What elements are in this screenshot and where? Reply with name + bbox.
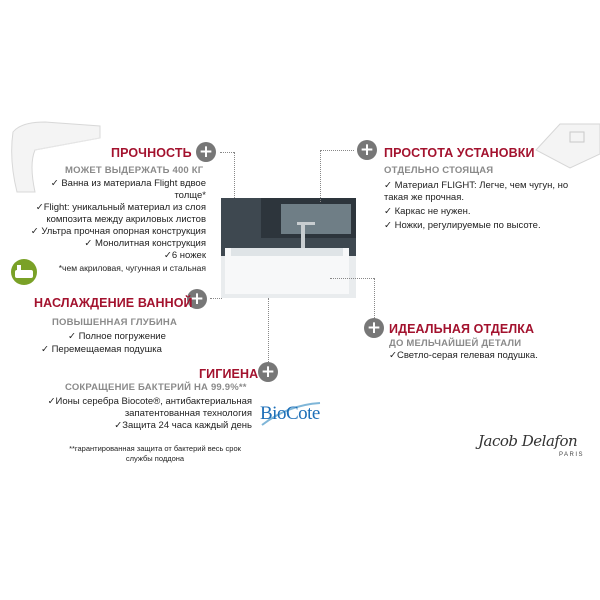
footnote-line: **гарантированная защита от бактерий весь срок — [69, 444, 241, 453]
list-item: запатентованная технология — [124, 408, 252, 419]
hygiene-subtitle: СОКРАЩЕНИЕ БАКТЕРИЙ НА 99.9%** — [65, 382, 247, 393]
list-item: ✓ Перемещаемая подушка — [41, 344, 162, 355]
comfort-title: НАСЛАЖДЕНИЕ ВАННОЙ — [34, 296, 193, 310]
connector-line — [268, 298, 269, 362]
list-item: ✓ Материал FLIGHT: Легче, чем чугун, но — [384, 180, 569, 191]
hygiene-title: ГИГИЕНА — [199, 367, 259, 381]
signature-text: Jacob Delafon — [478, 432, 578, 450]
comfort-subtitle: ПОВЫШЕННАЯ ГЛУБИНА — [52, 317, 178, 328]
list-item: ✓Ионы серебра Biocote®, антибактериальная — [47, 396, 252, 407]
install-title: ПРОСТОТА УСТАНОВКИ — [384, 146, 535, 160]
jacob-delafon-logo — [478, 432, 588, 462]
connector-line — [234, 152, 235, 198]
connector-line — [374, 278, 375, 318]
finish-subtitle: ДО МЕЛЬЧАЙШЕЙ ДЕТАЛИ — [389, 338, 522, 349]
list-item: композита между акриловых листов — [46, 214, 206, 225]
bath-icon — [7, 258, 41, 286]
install-subtitle: ОТДЕЛЬНО СТОЯЩАЯ — [384, 165, 494, 176]
list-item: ✓Светло-серая гелевая подушка. — [389, 350, 538, 361]
list-item: ✓Защита 24 часа каждый день — [114, 420, 252, 431]
list-item: *чем акриловая, чугунная и стальная — [58, 263, 206, 273]
strength-plus-button[interactable]: + — [196, 142, 216, 162]
list-item: такая же прочная. — [384, 192, 465, 203]
hygiene-footnote — [50, 444, 260, 464]
strength-subtitle: МОЖЕТ ВЫДЕРЖАТЬ 400 КГ — [65, 165, 204, 176]
connector-line — [220, 152, 234, 153]
connector-line — [210, 298, 222, 299]
list-item: ✓Flight: уникальный материал из слоя — [35, 202, 206, 213]
hygiene-plus-button[interactable]: + — [258, 362, 278, 382]
finish-plus-button[interactable]: + — [364, 318, 384, 338]
list-item: ✓ Монолитная конструкция — [84, 238, 206, 249]
connector-line — [320, 150, 321, 202]
biocote-text: BioCote — [260, 403, 320, 424]
list-item: ✓ Ножки, регулируемые по высоте. — [384, 220, 541, 231]
connector-line — [320, 150, 354, 151]
list-item: ✓ Полное погружение — [68, 331, 166, 342]
footnote-line: службы поддона — [125, 454, 185, 463]
comfort-plus-button[interactable]: + — [187, 289, 207, 309]
list-item: ✓ Каркас не нужен. — [384, 206, 471, 217]
connector-line — [330, 278, 374, 279]
list-item: ✓ Ультра прочная опорная конструкция — [30, 226, 206, 237]
list-item: ✓ Ванна из материала Flight вдвое — [50, 178, 206, 189]
shower-tray-image — [530, 120, 600, 170]
bathtub-photo — [221, 198, 356, 298]
list-item: ✓6 ножек — [163, 250, 206, 261]
biocote-logo — [258, 395, 324, 435]
finish-title: ИДЕАЛЬНАЯ ОТДЕЛКА — [389, 322, 535, 336]
strength-title: ПРОЧНОСТЬ — [111, 146, 192, 160]
install-plus-button[interactable]: + — [357, 140, 377, 160]
signature-city: PARIS — [558, 452, 584, 458]
list-item: толще* — [174, 190, 206, 201]
